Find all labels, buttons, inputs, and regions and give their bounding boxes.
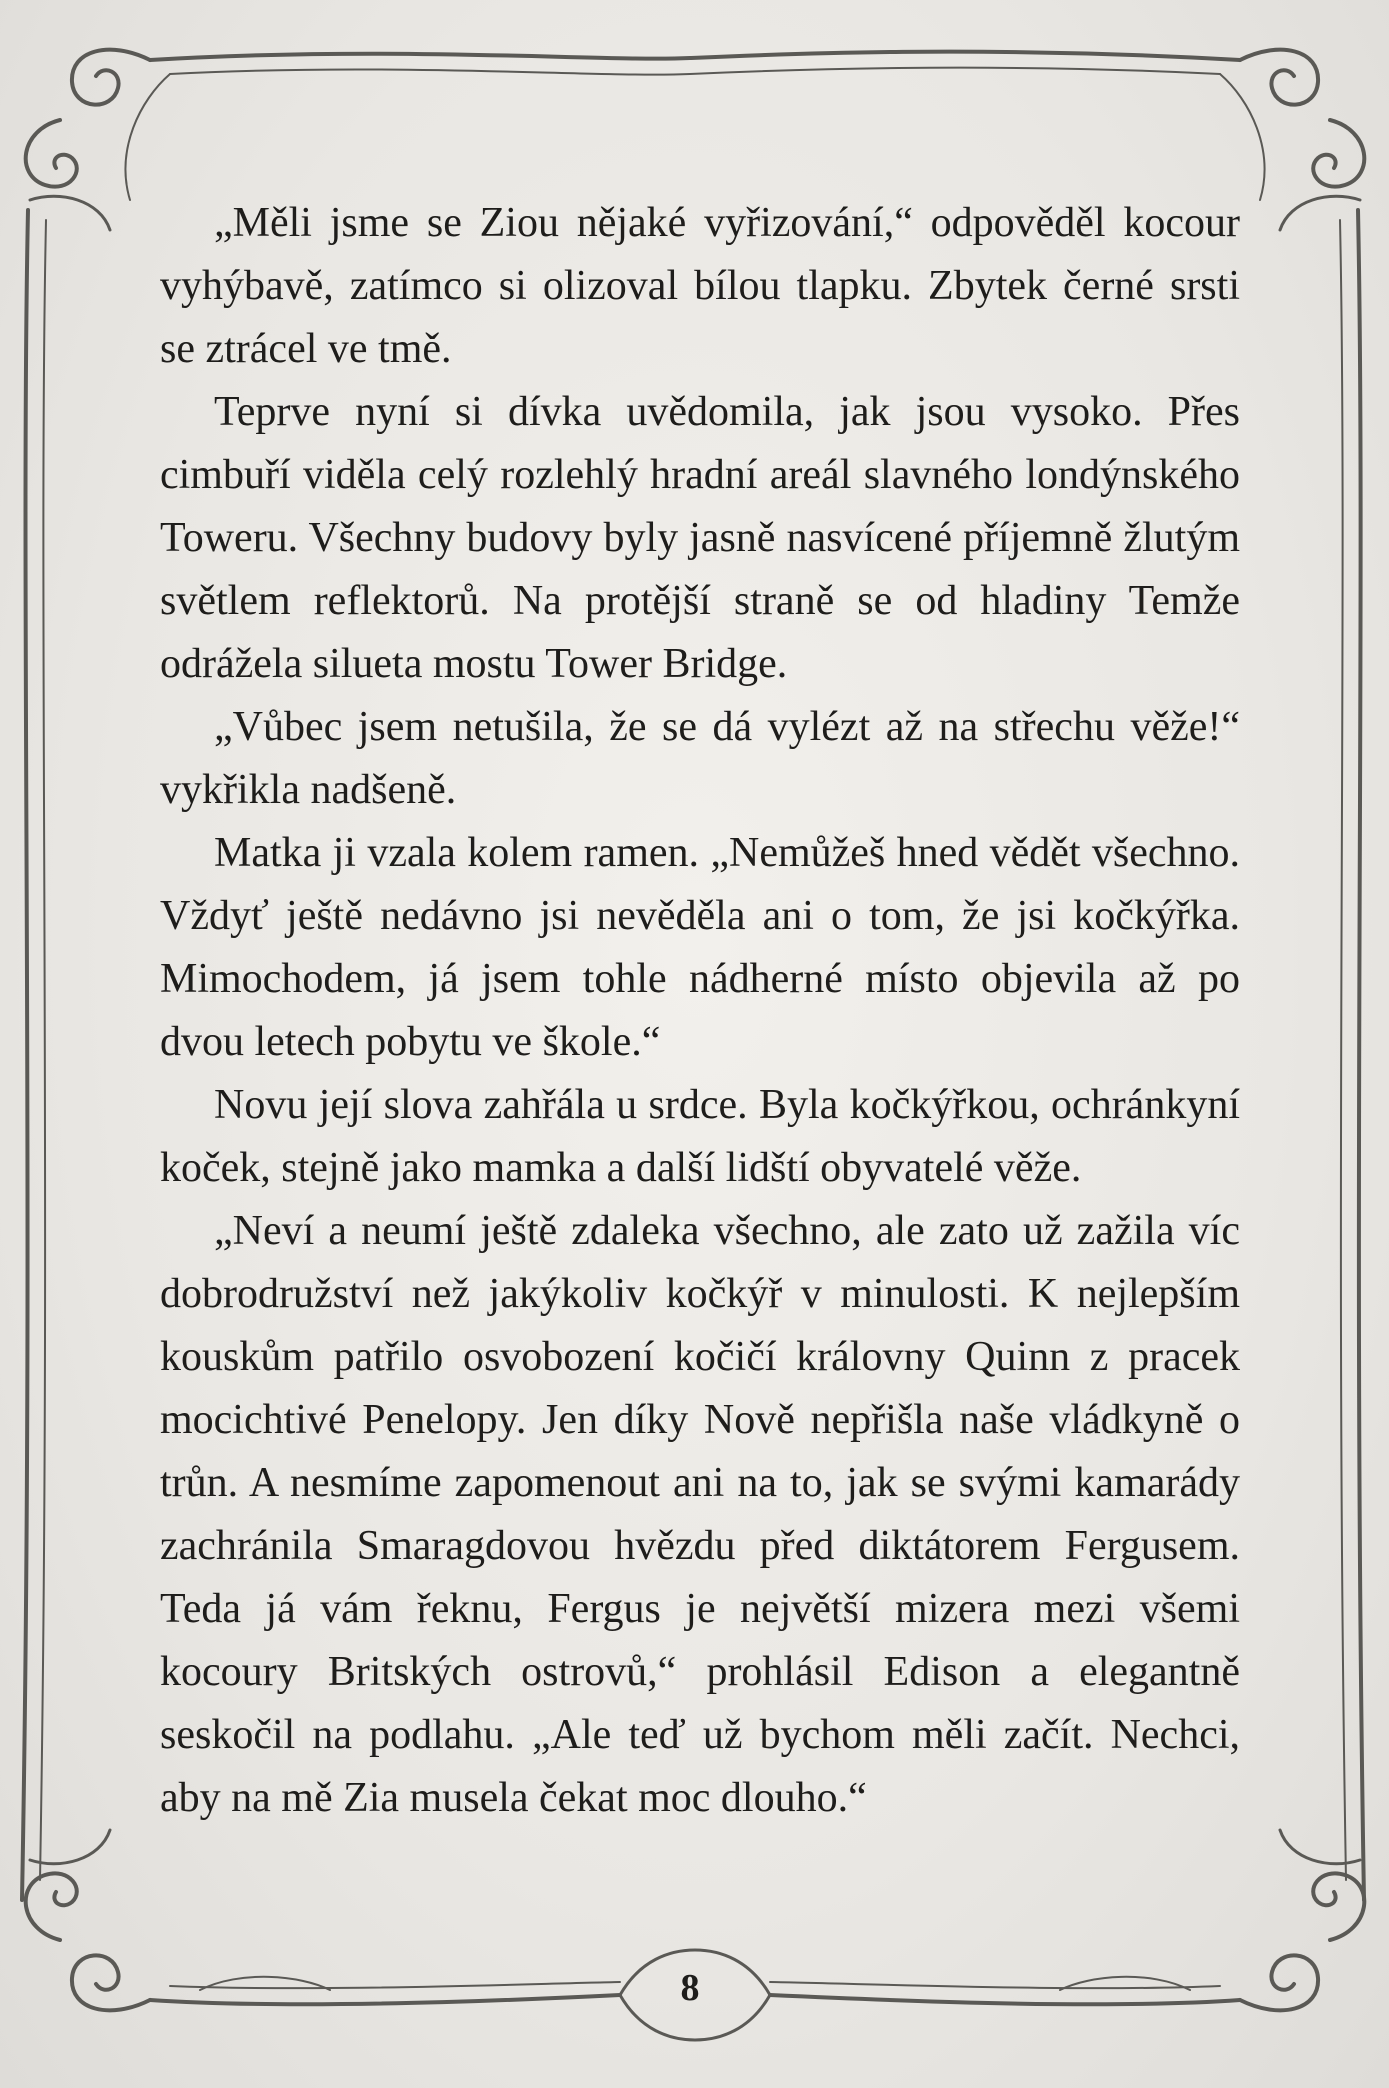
page-number: 8 — [680, 1967, 700, 2009]
paragraph: Matka ji vzala kolem ramen. „Nemůžeš hned vědět všechno. Vždyť ještě nedávno jsi nevěděla ani o tom, že jsi kočkýřka. Mimochodem, já jsem tohle nádherné místo objevila až po dvou letech pobytu ve škole.“ — [160, 830, 1240, 1065]
paragraph: „Měli jsme se Ziou nějaké vyřizování,“ odpověděl kocour vyhýbavě, zatímco si olizoval bílou tlapku. Zbytek černé srsti se ztrácel ve tmě. — [160, 200, 1240, 372]
paragraph: „Neví a neumí ještě zdaleka všechno, ale zato už zažila víc dobrodružství než jakýkoliv kočkýř v minulosti. K nejlepším kouskům patřilo osvobození kočičí královny Quinn z pracek mocichtivé Penelopy. Jen díky Nově nepřišla naše vládkyně o trůn. A nesmíme zapomenout ani na to, jak se svými kamarády zachránila Smaragdovou hvězdu před diktátorem Fergusem. Teda já vám řeknu, Fergus je největší mizera mezi všemi kocoury Britských ostrovů,“ prohlásil Edison a elegantně seskočil na podlahu. „Ale teď už bychom měli začít. Nechci, aby na mě Zia musela čekat moc dlouho.“ — [160, 1208, 1240, 1821]
paragraph: Novu její slova zahřála u srdce. Byla kočkýřkou, ochránkyní koček, stejně jako mamka a další lidští obyvatelé věže. — [160, 1082, 1240, 1191]
paragraph: Teprve nyní si dívka uvědomila, jak jsou vysoko. Přes cimbuří viděla celý rozlehlý hradní areál slavného londýnského Toweru. Všechny budovy byly jasně nasvícené příjemně žlutým světlem reflektorů. Na protější straně se od hladiny Temže odrážela silueta mostu Tower Bridge. — [160, 389, 1240, 687]
paragraph: „Vůbec jsem netušila, že se dá vylézt až na střechu věže!“ vykřikla nadšeně. — [160, 704, 1240, 813]
body-text — [160, 192, 1240, 1830]
